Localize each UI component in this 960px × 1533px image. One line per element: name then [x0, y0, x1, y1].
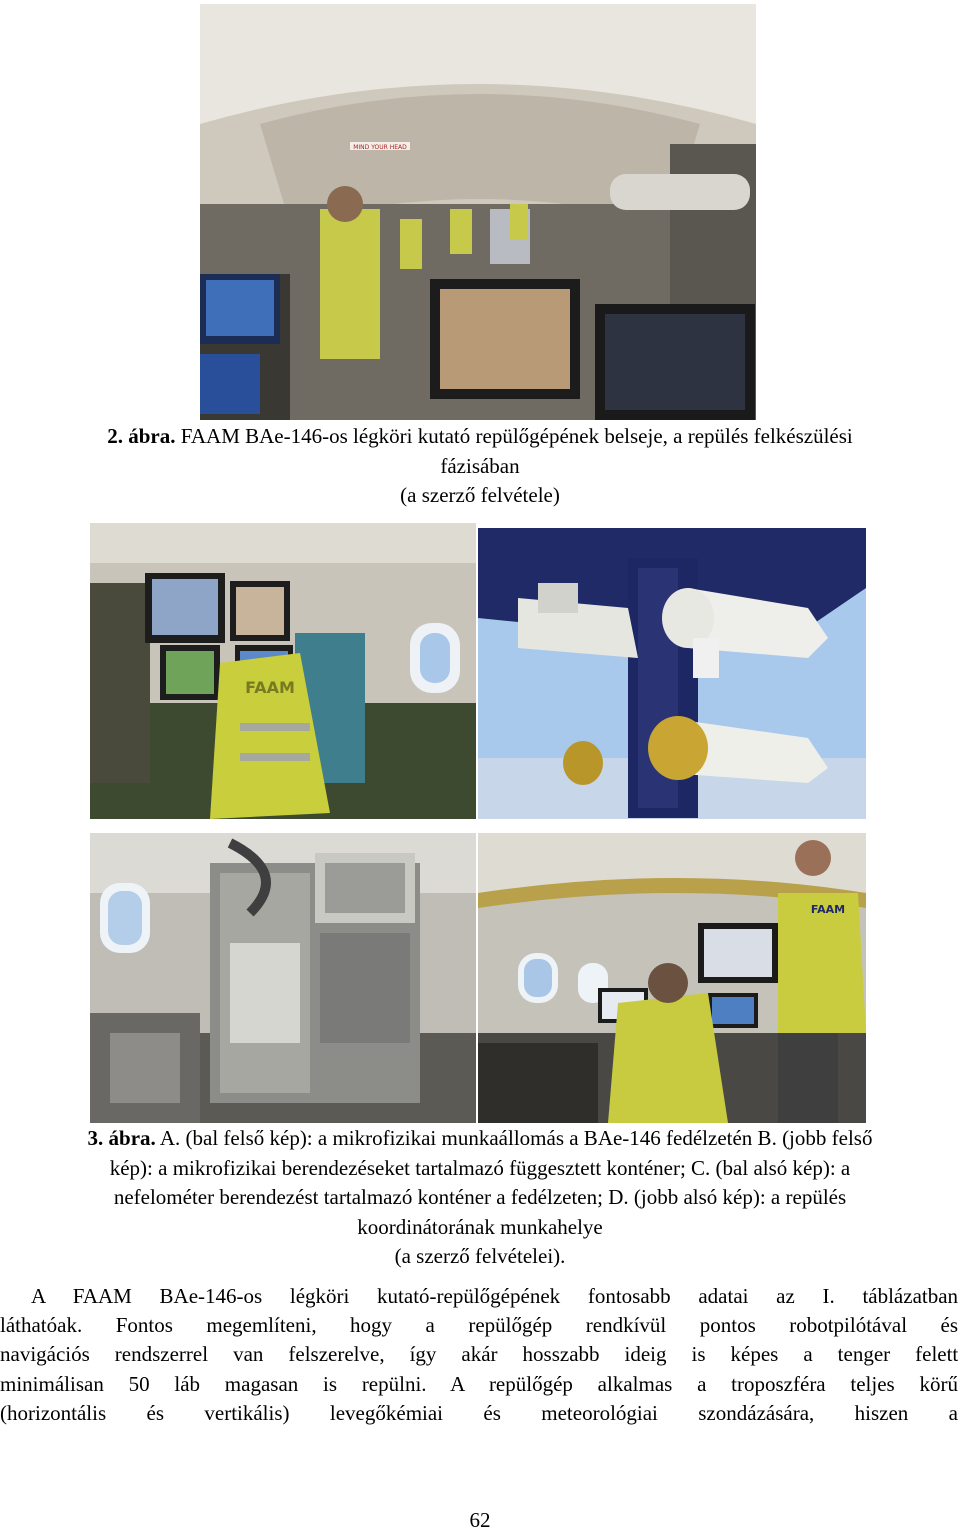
- body-paragraph: [0, 1282, 958, 1428]
- warning-sign: MIND YOUR HEAD: [353, 144, 407, 151]
- figure-2-text-line1: FAAM BAe-146-os légköri kutató repülőgépének belseje, a repülés felkészülési: [180, 424, 853, 448]
- figure-2-label: 2. ábra.: [107, 424, 176, 448]
- figure-3-text-line2: kép): a mikrofizikai berendezéseket tartalmazó függesztett konténer; C. (bal alsó kép): a: [109, 1155, 851, 1180]
- figure-3-label: 3. ábra.: [87, 1126, 156, 1150]
- figure-3-text-line4: koordinátorának munkahelye: [357, 1214, 603, 1239]
- paragraph-line: láthatóak. Fontos megemlíteni, hogy a repülőgép rendkívül pontos robotpilótával és: [0, 1313, 958, 1338]
- photo-c-nephelometer-container: [90, 833, 476, 1123]
- photo-d-flight-coordinator: [478, 833, 866, 1123]
- photo-aircraft-interior: [200, 4, 756, 420]
- photo-a-microphysics-workstation: [90, 523, 476, 819]
- vest-label: FAAM: [810, 903, 846, 916]
- page-number: 62: [469, 1508, 491, 1532]
- figure-2-text-line2: fázisában: [440, 453, 520, 478]
- figure-3-text-line1: A. (bal felső kép): a mikrofizikai munkaállomás a BAe-146 fedélzetén B. (jobb felső: [159, 1126, 873, 1150]
- figure-2-text-line3: (a szerző felvétele): [400, 483, 560, 507]
- photo-b-suspended-container: [478, 528, 866, 819]
- figure-3-text-line3: nefelométer berendezést tartalmazó konténer a fedélzeten; D. (jobb alsó kép): a repülés: [113, 1185, 847, 1209]
- paragraph-line: minimálisan 50 láb magasan is repülni. A repülőgép alkalmas a troposzféra teljes körű: [0, 1371, 958, 1396]
- paragraph-line: (horizontális és vertikális) levegőkémiai és meteorológiai szondázására, hiszen a: [0, 1400, 958, 1425]
- vest-label: FAAM: [245, 678, 295, 697]
- paragraph-line: A FAAM BAe-146-os légköri kutató-repülőgépének fontosabb adatai az I. táblázatban: [31, 1284, 959, 1308]
- figure-3-caption: [20, 1124, 940, 1272]
- figure-3-text-line5: (a szerző felvételei).: [394, 1244, 566, 1268]
- paragraph-line: navigációs rendszerrel van felszerelve, így akár hosszabb ideig is képes a tenger felett: [0, 1342, 959, 1367]
- figure-2-caption: [20, 422, 940, 511]
